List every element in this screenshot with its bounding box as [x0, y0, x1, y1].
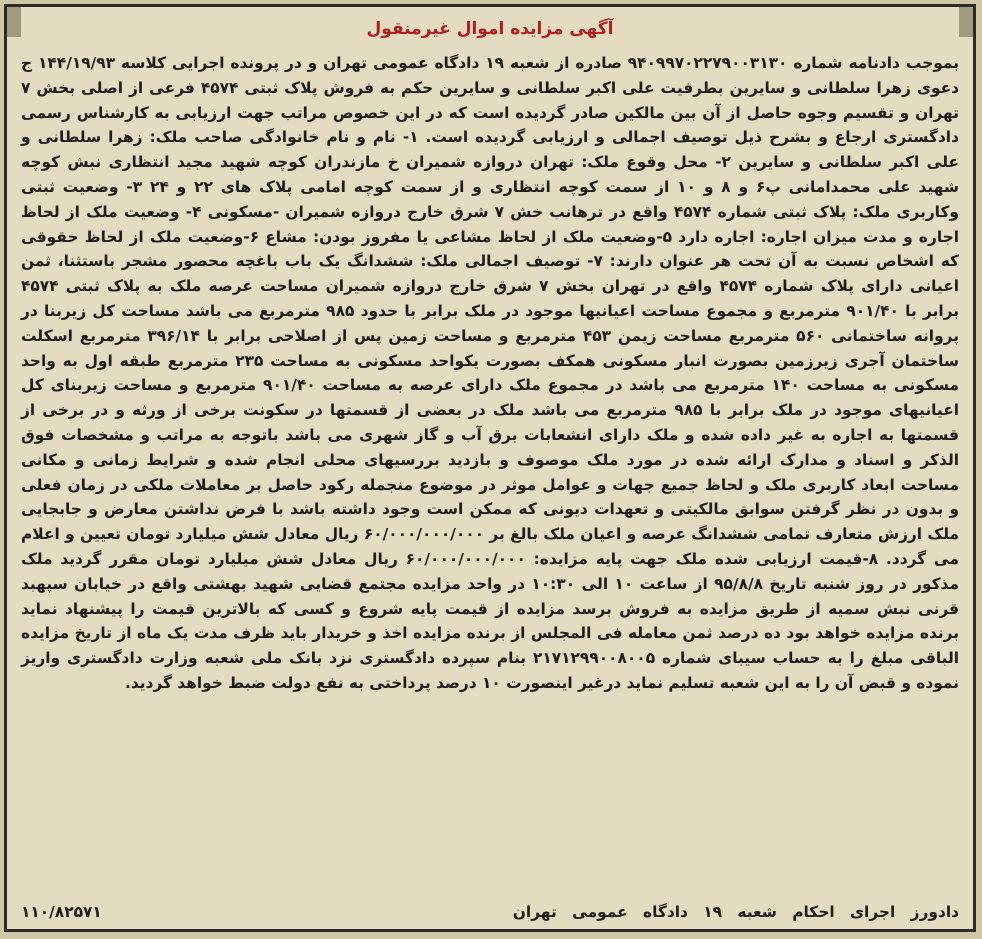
newspaper-clipping	[4, 4, 976, 932]
notice-footer	[21, 903, 959, 921]
notice-title: آگهی مزایده اموال غیرمنقول	[366, 19, 614, 39]
issuer-signature: دادورز اجرای احکام شعبه ۱۹ دادگاه عمومی تهران	[512, 903, 959, 921]
notice-body: بموجب دادنامه شماره ۹۴۰۹۹۷۰۲۲۷۹۰۰۳۱۳۰ صادره از شعبه ۱۹ دادگاه عمومی تهران و در پرونده اجرایی کلاسه ۱۴۴/۱۹/۹۳ ج دعوی زهرا سلطانی و سایرین بطرفیت علی اکبر سلطانی و سایرین حکم به فروش پلاک ثبتی ۴۵۷۴ فرعی از اصلی بخش ۷ تهران و تقسیم وجوه حاصل از آن بین مالکین صادر گردیده است که در این خصوص مراتب جهت ارزیابی به کارشناس رسمی دادگستری ارجاع و بشرح ذیل توصیف اجمالی و ارزیابی گردیده است. ۱- نام و نام خانوادگی صاحب ملک: زهرا سلطانی و علی اکبر سلطانی و سایرین ۲- محل وقوع ملک: تهران دروازه شمیران خ مازندران کوچه شهید مجید انتظاری نبش کوچه شهید علی محمدامانی پ۶ و ۸ و ۱۰ از سمت کوچه انتظاری و از سمت کوچه امامی پلاک های ۲۲ و ۲۴ ۳- وضعیت ثبتی وکاربری ملک: پلاک ثبتی شماره ۴۵۷۴ واقع در ترهانب خش ۷ شرق خارج دروازه شمیران -مسکونی ۴- وضعیت ملک از لحاظ اجاره و مدت میزان اجاره: اجاره دارد ۵-وضعیت ملک از لحاظ مشاعی یا مفروز بودن: مشاع ۶-وضعیت ملک از لحاظ حقوقی که اشخاص نسبت به آن تحت هر عنوان دارند: ۷- توصیف اجمالی ملک: ششدانگ یک باب باغچه محصور مشجر باستثنا، ثمن اعیانی دارای پلاک شماره ۴۵۷۴ واقع در تهران بخش ۷ شرق خارج دروازه شمیران مساحت عرصه ملک به پلاک ثبتی ۴۵۷۴ برابر با ۹۰۱/۴۰ مترمربع و مجموع مساحت اعیانیها موجود در ملک برابر با حدود ۹۸۵ مترمربع می باشد مساحت کل زیربنا در پروانه ساختمانی ۵۶۰ مترمربع مساحت زیمن ۴۵۳ مترمربع و مساحت زمین پس از اصلاحی برابر با ۳۹۶/۱۴ مترمربع اسکلت ساختمان آجری زیرزمین بصورت انبار مسکونی همکف بصورت یکواحد مسکونی به مساحت ۲۳۵ مترمربع طبقه اول به واحد مسکونی به مساحت ۱۴۰ مترمربع می باشد در مجموع ملک دارای عرصه به مساحت ۹۰۱/۴۰ مترمربع و مساحت زیربنای کل اعیانیهای موجود در ملک برابر با ۹۸۵ مترمربع می باشد ملک در بعضی از قسمتها در سکونت برخی از ورثه و در برخی از قسمتها به اجاره به غیر داده شده و ملک دارای انشعابات برق آب و گاز شهری می باشد باتوجه به مراتب و مشخصات فوق الذکر و اسناد و مدارک ارائه شده در مورد ملک موصوف و بازدید بررسیهای محلی انجام شده و شرایط زمانی و مکانی مساحت ابعاد کاربری ملک و لحاظ جمیع جهات و عوامل موثر در موضوع منجمله رکود حاصل بر معاملات ملکی در زمان فعلی و بدون در نظر گرفتن سوابق مالکیتی و تعهدات دیونی که ممکن است وجود داشته باشد با فرض نداشتن معارض و جابجایی ملک ارزش متعارف تمامی ششدانگ عرصه و اعیان ملک بالغ بر ۶۰/۰۰۰/۰۰۰/۰۰۰ ریال معادل شش میلیارد تومان تعیین و اعلام می گردد. ۸-قیمت ارزیابی شده ملک جهت پایه مزایده: ۶۰/۰۰۰/۰۰۰/۰۰۰ ریال معادل شش میلیارد تومان مقرر گردید ملک مذکور در روز شنبه تاریخ ۹۵/۸/۸ از ساعت ۱۰ الی ۱۰:۳۰ در واحد مزایده مجتمع قضایی شهید بهشتی واقع در خیابان سپهبد قرنی نبش سمیه از طریق مزایده به فروش برسد مزایده از قیمت پایه شروع و کسی که بالاترین قیمت را پیشنهاد نماید برنده مزایده خواهد بود ده درصد ثمن معامله فی المجلس از برنده مزایده اخذ و خریدار باید ظرف مدت یک ماه از تاریخ مزایده الباقی مبلغ را به حساب سیبای شماره ۲۱۷۱۲۹۹۰۰۸۰۰۵ بنام سپرده دادگستری نزد بانک ملی شعبه وزارت دادگستری واریز نموده و قبض آن را به این شعبه تسلیم نماید درغیر اینصورت ۱۰ درصد پرداختی به نفع دولت ضبط خواهد گردید.	[21, 54, 960, 692]
notice-code: ۱۱۰/۸۲۵۷۱	[21, 903, 102, 921]
